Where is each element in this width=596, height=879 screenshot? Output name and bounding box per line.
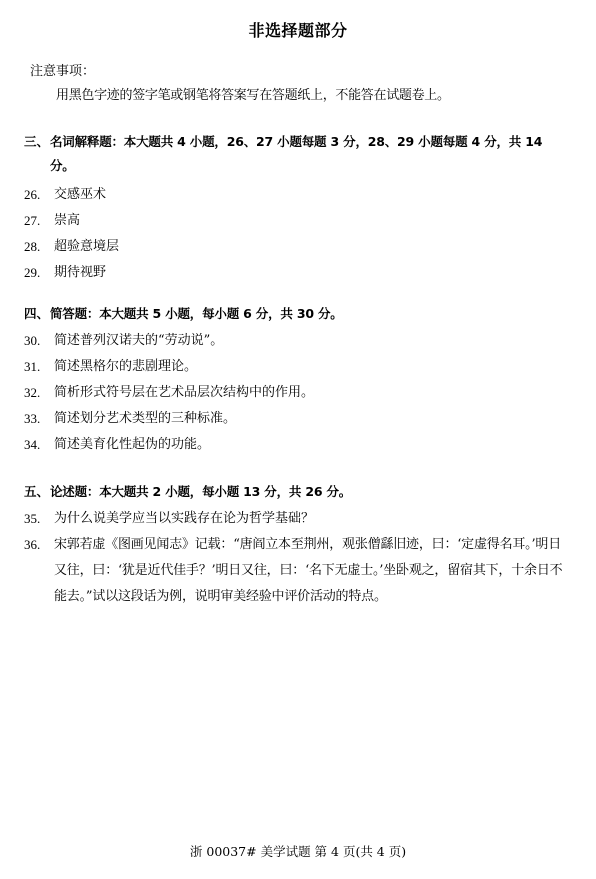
question-text: 简述普列汉诺夫的“劳动说”。 [54,333,224,348]
question-item [24,506,569,532]
section-heading-text: 名词解释题：本大题共 4 小题，26、27 小题每题 3 分，28、29 小题每题 4 分，共 14 分。 [50,134,543,173]
question-text: 简述划分艺术类型的三种标准。 [54,411,237,426]
question-item [24,432,569,458]
question-number: 27. [24,213,41,228]
question-item [24,182,569,208]
question-text: 期待视野 [54,265,107,280]
question-number: 36. [24,537,41,552]
section-heading-text: 论述题：本大题共 2 小题，每小题 13 分，共 26 分。 [50,484,352,499]
question-item [24,234,569,260]
section-number: 五、 [24,484,50,499]
question-item [24,260,569,286]
section-noun-explanation [24,130,569,286]
section-essay [24,480,569,610]
section-number: 四、 [24,306,50,321]
question-number: 33. [24,411,41,426]
question-item [24,532,569,610]
question-number: 31. [24,359,41,374]
section-heading [24,130,569,178]
question-text: 交感巫术 [54,187,107,202]
question-number: 26. [24,187,41,202]
section-number: 三、 [24,134,50,149]
question-number: 30. [24,333,41,348]
question-item [24,328,569,354]
question-number: 32. [24,385,41,400]
question-item [24,406,569,432]
question-item [24,380,569,406]
section-heading [24,480,569,504]
page-title: 非选择题部分 [248,21,348,40]
notice-text: 用黑色字迹的签字笔或钢笔将答案写在答题纸上，不能答在试题卷上。 [56,88,450,103]
notice-label: 注意事项： [30,64,96,79]
question-item [24,208,569,234]
question-text: 简述美育化性起伪的功能。 [54,437,211,452]
question-text: 宋郭若虚《图画见闻志》记载：“唐阎立本至荆州，观张僧繇旧迹，曰：‘定虚得名耳。’明日又往，曰：‘犹是近代佳手？’明日又往，曰：‘名下无虚士。’坐卧观之，留宿其下，十余日不能去。”试以这段话为例，说明审美经验中评价活动的特点。 [54,537,563,604]
question-text: 超验意境层 [54,239,120,254]
question-number: 34. [24,437,41,452]
question-text: 为什么说美学应当以实践存在论为哲学基础？ [54,511,315,526]
question-text: 简析形式符号层在艺术品层次结构中的作用。 [54,385,315,400]
question-text: 崇高 [54,213,81,228]
section-heading-text: 简答题：本大题共 5 小题，每小题 6 分，共 30 分。 [50,306,343,321]
section-short-answer [24,302,569,458]
question-number: 28. [24,239,41,254]
page-footer: 浙 00037# 美学试题 第 4 页(共 4 页) [189,844,407,859]
question-item [24,354,569,380]
question-number: 35. [24,511,41,526]
question-text: 简述黑格尔的悲剧理论。 [54,359,198,374]
section-heading [24,302,569,326]
question-number: 29. [24,265,41,280]
